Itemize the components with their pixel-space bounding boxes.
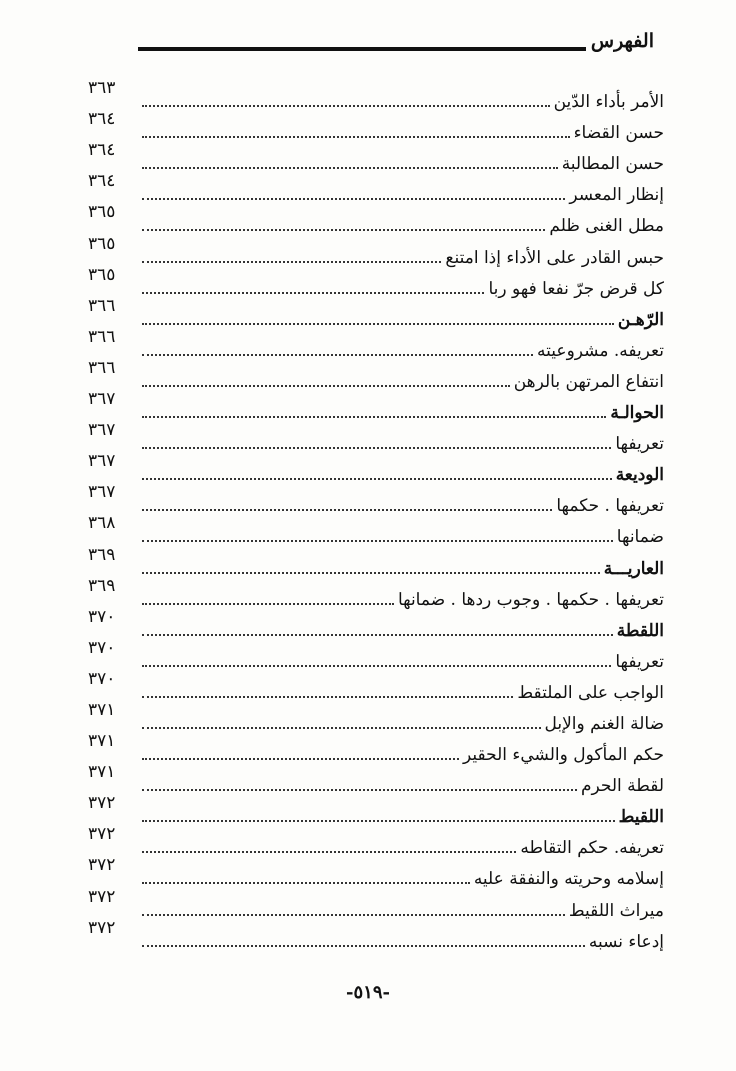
toc-entry-title: اللقطة — [616, 620, 664, 641]
toc-entry-page: ٣٦٦ — [88, 295, 116, 316]
toc-entry-title: حبس القادر على الأداء إذا امتنع — [445, 247, 664, 268]
dot-leader — [142, 572, 600, 574]
dot-leader — [142, 261, 441, 263]
dot-leader — [142, 198, 565, 200]
dot-leader — [142, 882, 470, 884]
page-title: الفهرس — [590, 30, 654, 52]
toc-entry-title: ضمانها — [616, 527, 664, 548]
toc-entry-page: ٣٧١ — [88, 762, 116, 783]
toc-entry-page: ٣٦٤ — [88, 171, 116, 192]
toc-entry-page: ٣٦٦ — [88, 326, 116, 347]
dot-leader — [142, 851, 516, 853]
toc-entry-page: ٣٦٧ — [88, 420, 116, 441]
toc-entry-page: ٣٦٩ — [88, 575, 116, 596]
toc-entry-page: ٣٦٤ — [88, 109, 116, 130]
toc-entry-page: ٣٧٢ — [88, 886, 116, 907]
toc-entry — [88, 357, 664, 394]
toc-entry — [88, 171, 664, 207]
dot-leader — [142, 385, 510, 387]
toc-entry-page: ٣٧٠ — [88, 637, 116, 658]
toc-entry-page: ٣٦٣ — [88, 78, 116, 99]
toc-entry — [88, 140, 664, 176]
toc-entry — [88, 202, 664, 238]
toc-entry-page: ٣٦٥ — [88, 202, 116, 223]
toc-entry-title: تعريفها — [615, 434, 664, 455]
toc-entry — [88, 824, 664, 860]
toc-entry — [88, 326, 664, 363]
toc-entry-page: ٣٦٥ — [88, 233, 116, 254]
toc-entry — [88, 668, 664, 705]
toc-section-heading — [88, 295, 664, 332]
dot-leader — [142, 105, 550, 107]
toc-entry-title: كل قرض جرّ نفعا فهو ربا — [488, 278, 664, 299]
toc-entry — [88, 886, 664, 922]
toc-entry — [88, 78, 664, 114]
toc-entry-title: إسلامه وحريته والنفقة عليه — [473, 869, 664, 890]
dot-leader — [142, 167, 558, 169]
dot-leader — [142, 354, 533, 356]
page-header — [72, 30, 654, 60]
toc-entry-page: ٣٧٢ — [88, 917, 116, 938]
dot-leader — [142, 789, 577, 791]
toc-entry-page: ٣٧٢ — [88, 793, 116, 814]
toc-entry-page: ٣٦٧ — [88, 482, 116, 503]
toc-entry-page: ٣٦٥ — [88, 264, 116, 285]
dot-leader — [142, 945, 585, 947]
toc-entry-title: حسن المطالبة — [561, 154, 664, 175]
toc-entry-title: ضالة الغنم والإبل — [544, 713, 664, 734]
toc-entry-title: إنظار المعسر — [569, 185, 664, 206]
toc-section-heading — [88, 389, 664, 425]
toc-entry — [88, 513, 664, 549]
toc-entry-title: لقطة الحرم — [580, 776, 664, 797]
toc-entry-page: ٣٦٧ — [88, 451, 116, 472]
toc-entry-title: انتفاع المرتهن بالرهن — [513, 371, 664, 392]
toc-entry-page: ٣٦٧ — [88, 389, 116, 410]
dot-leader — [142, 634, 613, 636]
toc-entry-title: الوديعة — [615, 465, 664, 486]
dot-leader — [142, 447, 611, 449]
toc-entry — [88, 762, 664, 798]
toc-entry-page: ٣٦٤ — [88, 140, 116, 161]
toc-entry-title: اللقيط — [618, 807, 664, 828]
page-number: -٥١٩- — [346, 982, 390, 1003]
toc-entry — [88, 420, 664, 456]
dot-leader — [142, 416, 606, 418]
toc-entry-title: الحوالـة — [610, 403, 664, 424]
dot-leader — [142, 292, 484, 294]
toc-entry-title: الأمر بأداء الدّين — [553, 92, 664, 113]
toc-entry — [88, 264, 664, 301]
toc-entry-title: حكم المأكول والشيء الحقير — [463, 745, 664, 766]
toc-entry — [88, 482, 664, 518]
toc-entry-page: ٣٧٢ — [88, 855, 116, 876]
dot-leader — [142, 665, 611, 667]
toc-entry-title: تعريفه. مشروعيته — [537, 340, 664, 361]
toc-entry-title: تعريفها — [615, 651, 664, 672]
dot-leader — [142, 478, 612, 480]
toc-entry-page: ٣٧١ — [88, 699, 116, 720]
dot-leader — [142, 603, 394, 605]
dot-leader — [142, 509, 552, 511]
toc-section-heading — [88, 451, 664, 487]
dot-leader — [142, 758, 459, 760]
dot-leader — [142, 540, 613, 542]
toc-entry-title: إدعاء نسبه — [588, 931, 664, 952]
toc-entry-title: تعريفها . حكمها — [556, 496, 664, 517]
toc-section-heading — [88, 606, 664, 643]
toc-entry-title: العاريـــة — [603, 558, 664, 579]
toc-entry-page: ٣٦٩ — [88, 544, 116, 565]
dot-leader — [142, 820, 615, 822]
header-rule — [138, 47, 586, 51]
toc-entry — [88, 233, 664, 269]
toc-entry — [88, 575, 664, 612]
dot-leader — [142, 323, 614, 325]
toc-entry-page: ٣٧٠ — [88, 668, 116, 689]
toc-entry-page: ٣٦٨ — [88, 513, 116, 534]
toc-entry — [88, 109, 664, 145]
dot-leader — [142, 696, 513, 698]
toc-entry-page: ٣٧١ — [88, 731, 116, 752]
toc-entry-title: ميراث اللقيط — [568, 900, 664, 921]
toc-entry-title: تعريفه. حكم التقاطه — [520, 838, 664, 859]
dot-leader — [142, 914, 565, 916]
toc-entry — [88, 855, 664, 891]
toc-entry-title: تعريفها . حكمها . وجوب ردها . ضمانها — [397, 589, 664, 610]
toc-entry-page: ٣٦٦ — [88, 357, 116, 378]
dot-leader — [142, 229, 545, 231]
dot-leader — [142, 727, 541, 729]
dot-leader — [142, 136, 570, 138]
toc-entry — [88, 699, 664, 736]
toc-section-heading — [88, 793, 664, 829]
toc-entry — [88, 637, 664, 674]
toc-entry — [88, 917, 664, 954]
toc-entry-page: ٣٧٠ — [88, 606, 116, 627]
toc-entry-title: الرّهـن — [617, 309, 664, 330]
toc-entry-title: حسن القضاء — [573, 123, 664, 144]
toc-entry-title: الواجب على الملتقط — [517, 682, 664, 703]
toc-section-heading — [88, 544, 664, 580]
toc-entry-title: مطل الغنى ظلم — [549, 216, 664, 237]
toc-entry — [88, 731, 664, 767]
table-of-contents — [88, 78, 664, 954]
toc-entry-page: ٣٧٢ — [88, 824, 116, 845]
